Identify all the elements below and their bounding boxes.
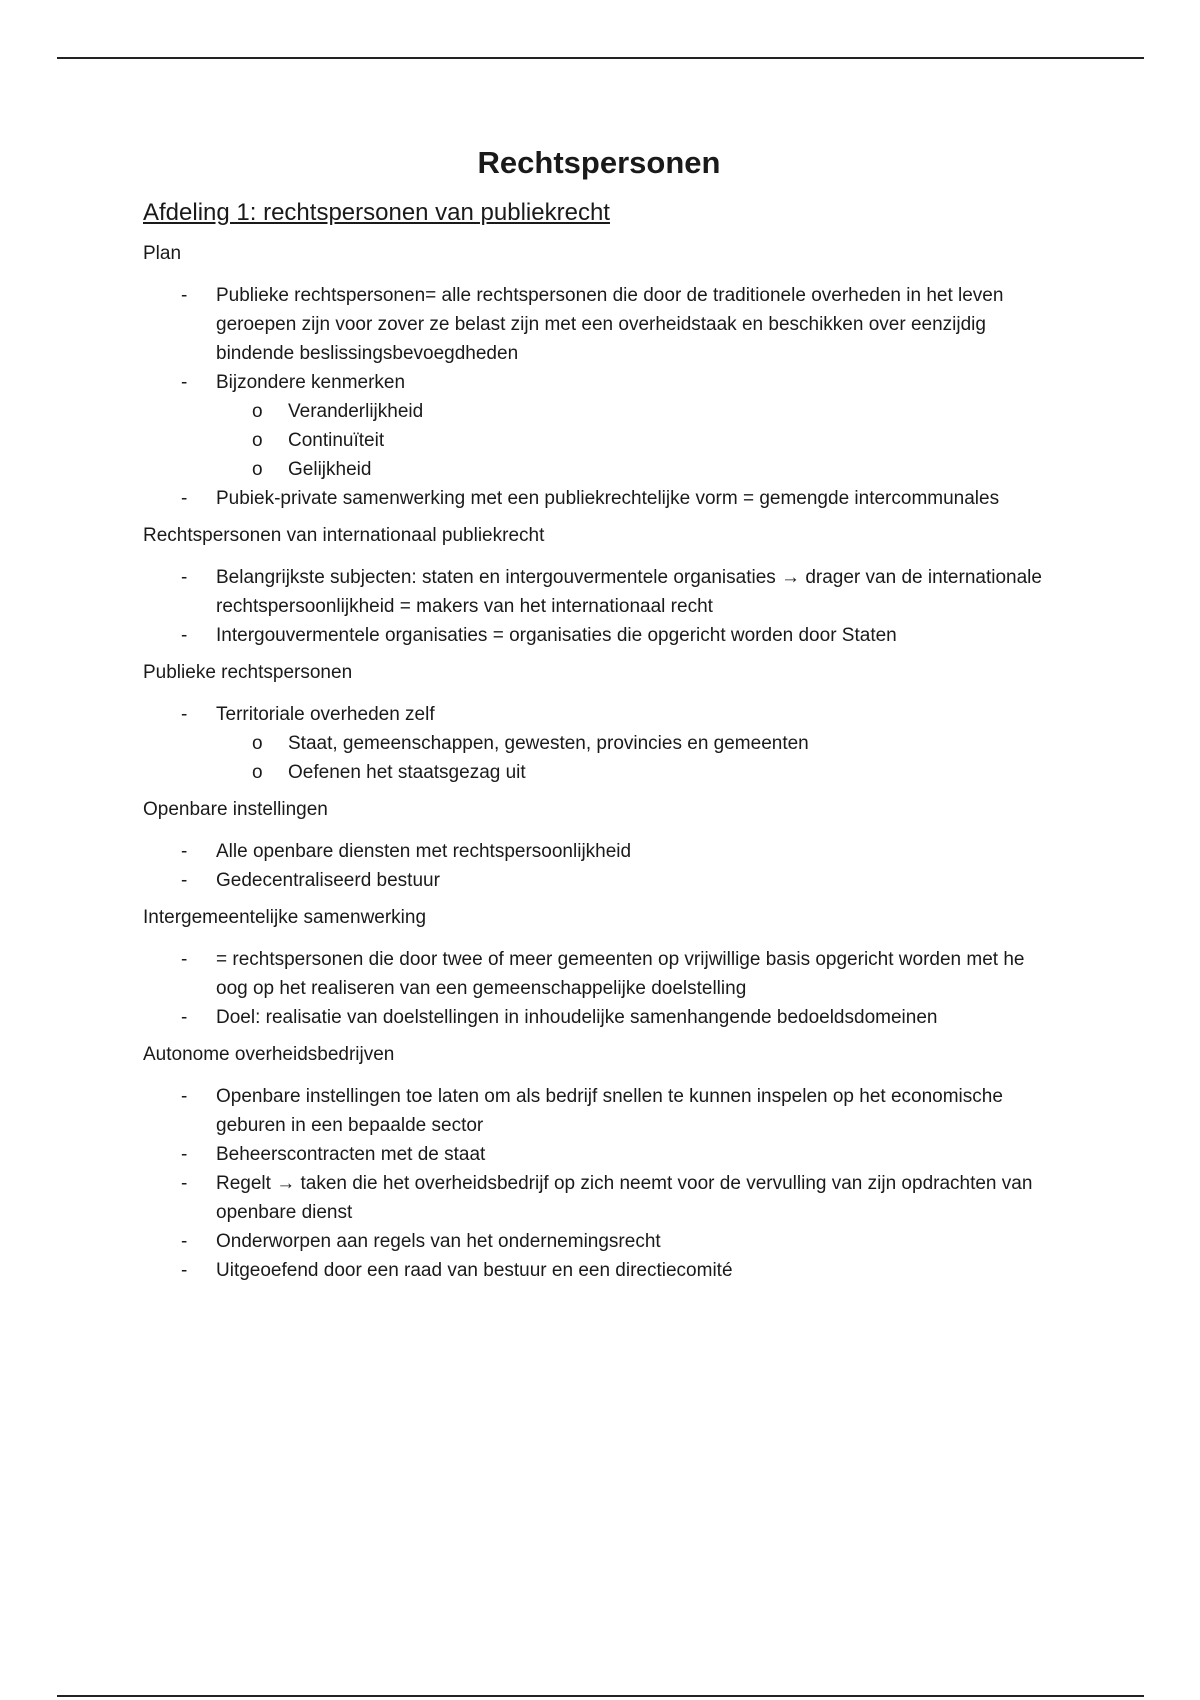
circle-bullet-icon: o [252, 762, 263, 783]
sub-list-item-text: Staat, gemeenschappen, gewesten, provincies en gemeenten [288, 733, 809, 754]
list-item [143, 866, 1043, 895]
list-item [143, 281, 1043, 368]
dash-bullet-icon: - [181, 1231, 188, 1252]
section-heading: Autonome overheidsbedrijven [143, 1044, 395, 1065]
list-item-text: Bijzondere kenmerken [216, 372, 406, 393]
list-item [143, 837, 1043, 866]
sections-container [143, 243, 1043, 1285]
header-rule [57, 57, 1144, 59]
sub-list-item-text: Veranderlijkheid [288, 401, 424, 422]
list-item [143, 621, 1043, 650]
list-item-text: Intergouvermentele organisaties = organisaties die opgericht worden door Staten [216, 625, 897, 646]
list-item-text: Pubiek-private samenwerking met een publiekrechtelijke vorm = gemengde intercommunales [216, 488, 1000, 509]
list-item-text: Gedecentraliseerd bestuur [216, 870, 440, 891]
section [143, 1044, 1043, 1285]
dash-bullet-icon: - [181, 841, 188, 862]
bullet-list [143, 945, 1043, 1032]
circle-bullet-icon: o [252, 430, 263, 451]
bullet-list [143, 1082, 1043, 1285]
section [143, 907, 1043, 1032]
section-heading: Plan [143, 243, 182, 264]
circle-bullet-icon: o [252, 401, 263, 422]
dash-bullet-icon: - [181, 1260, 188, 1281]
dash-bullet-icon: - [181, 1144, 188, 1165]
list-item-text: Uitgeoefend door een raad van bestuur en een directiecomité [216, 1260, 733, 1281]
list-item-text: Belangrijkste subjecten: staten en intergouvermentele organisaties → drager van de internationale rechtspersoonlijkheid = makers van het internationaal recht [216, 567, 1042, 617]
dash-bullet-icon: - [181, 949, 188, 970]
list-item-text: Openbare instellingen toe laten om als bedrijf snellen te kunnen inspelen op het economische geburen in een bepaalde sector [216, 1086, 1003, 1136]
section-heading: Openbare instellingen [143, 799, 328, 820]
section-heading: Intergemeentelijke samenwerking [143, 907, 427, 928]
document-body [143, 145, 1043, 1297]
list-item-text: Onderworpen aan regels van het ondernemingsrecht [216, 1231, 661, 1252]
dash-bullet-icon: - [181, 372, 188, 393]
list-item-text: Regelt → taken die het overheidsbedrijf op zich neemt voor de vervulling van zijn opdrachten van openbare dienst [216, 1173, 1033, 1223]
dash-bullet-icon: - [181, 488, 188, 509]
sub-list-item [216, 397, 1043, 426]
sub-list-item [216, 426, 1043, 455]
footer-rule [57, 1695, 1144, 1697]
list-item [143, 1169, 1043, 1227]
circle-bullet-icon: o [252, 459, 263, 480]
sub-list [216, 729, 1043, 787]
sub-list-item [216, 729, 1043, 758]
dash-bullet-icon: - [181, 704, 188, 725]
list-item [143, 484, 1043, 513]
dash-bullet-icon: - [181, 1086, 188, 1107]
list-item [143, 1082, 1043, 1140]
chapter-heading: Afdeling 1: rechtspersonen van publiekrecht [143, 199, 610, 226]
section [143, 525, 1043, 650]
sub-list-item-text: Oefenen het staatsgezag uit [288, 762, 526, 783]
section [143, 662, 1043, 787]
bullet-list [143, 700, 1043, 787]
bullet-list [143, 281, 1043, 513]
list-item-text: Publieke rechtspersonen= alle rechtspersonen die door de traditionele overheden in het leven geroepen zijn voor zover ze belast zijn met een overheidstaak en beschikken over eenzijdig bindende beslissingsbevoegdheden [216, 285, 1004, 364]
sub-list-item [216, 455, 1043, 484]
dash-bullet-icon: - [181, 870, 188, 891]
dash-bullet-icon: - [181, 625, 188, 646]
list-item [143, 368, 1043, 484]
list-item [143, 1003, 1043, 1032]
circle-bullet-icon: o [252, 733, 263, 754]
list-item-text: Doel: realisatie van doelstellingen in inhoudelijke samenhangende bedoeldsdomeinen [216, 1007, 938, 1028]
list-item [143, 945, 1043, 1003]
list-item [143, 1227, 1043, 1256]
page-title: Rechtspersonen [477, 145, 721, 180]
bullet-list [143, 837, 1043, 895]
dash-bullet-icon: - [181, 567, 188, 588]
list-item-text: Beheerscontracten met de staat [216, 1144, 486, 1165]
list-item-text: Territoriale overheden zelf [216, 704, 435, 725]
sub-list-item-text: Continuïteit [288, 430, 385, 451]
sub-list-item [216, 758, 1043, 787]
list-item [143, 1256, 1043, 1285]
dash-bullet-icon: - [181, 1173, 188, 1194]
list-item [143, 700, 1043, 787]
list-item [143, 563, 1043, 621]
bullet-list [143, 563, 1043, 650]
section [143, 799, 1043, 895]
list-item-text: Alle openbare diensten met rechtspersoonlijkheid [216, 841, 632, 862]
section-heading: Rechtspersonen van internationaal publiekrecht [143, 525, 545, 546]
section-heading: Publieke rechtspersonen [143, 662, 353, 683]
section [143, 243, 1043, 513]
dash-bullet-icon: - [181, 285, 188, 306]
sub-list [216, 397, 1043, 484]
list-item-text: = rechtspersonen die door twee of meer gemeenten op vrijwillige basis opgericht worden met he oog op het realiseren van een gemeenschappelijke doelstelling [216, 949, 1025, 999]
sub-list-item-text: Gelijkheid [288, 459, 372, 480]
dash-bullet-icon: - [181, 1007, 188, 1028]
list-item [143, 1140, 1043, 1169]
